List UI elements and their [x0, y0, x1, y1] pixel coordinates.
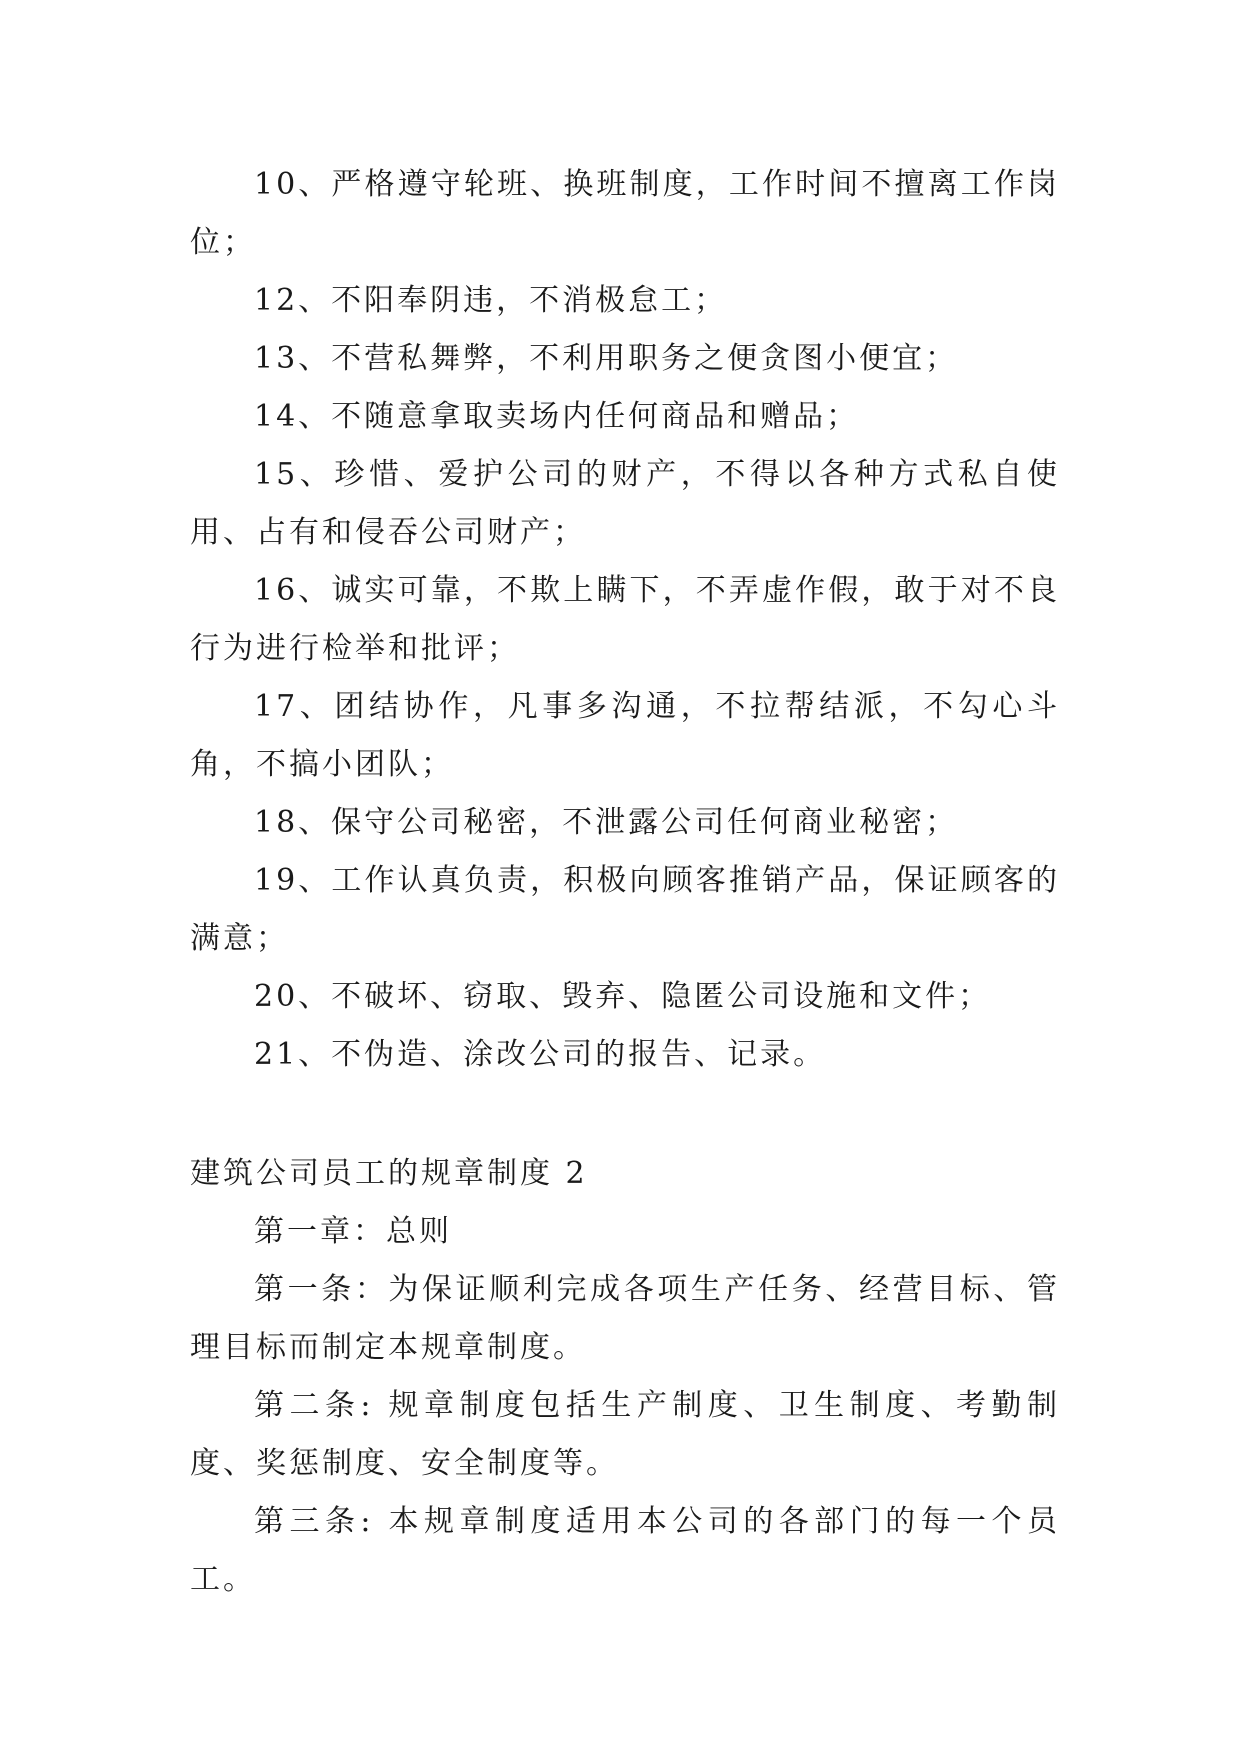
- rule-item-20: 20、不破坏、窃取、毁弃、隐匿公司设施和文件；: [254, 979, 992, 1014]
- rule-item-21: 21、不伪造、涂改公司的报告、记录。: [254, 1037, 827, 1072]
- article-2: 第二条: 规章制度包括生产制度、卫生制度、考勤制度、奖惩制度、安全制度等。: [190, 1388, 1060, 1481]
- chapter-title: 第一章：总则: [254, 1214, 452, 1249]
- rule-item-16: 16、诚实可靠，不欺上瞒下，不弄虚作假，敢于对不良行为进行检举和批评；: [190, 573, 1060, 666]
- rule-item-17: 17、团结协作，凡事多沟通，不拉帮结派，不勾心斗角，不搞小团队；: [190, 689, 1060, 782]
- article-3: 第三条: 本规章制度适用本公司的各部门的每一个员工。: [190, 1504, 1060, 1597]
- rule-item-15: 15、珍惜、爱护公司的财产，不得以各种方式私自使用、占有和侵吞公司财产；: [190, 457, 1060, 550]
- section-heading: 建筑公司员工的规章制度 2: [190, 1156, 588, 1191]
- rule-item-19: 19、工作认真负责，积极向顾客推销产品，保证顾客的满意；: [190, 863, 1060, 956]
- rule-item-13: 13、不营私舞弊，不利用职务之便贪图小便宜；: [254, 341, 959, 376]
- article-1: 第一条：为保证顺利完成各项生产任务、经营目标、管理目标而制定本规章制度。: [190, 1272, 1060, 1365]
- rule-item-18: 18、保守公司秘密，不泄露公司任何商业秘密；: [254, 805, 959, 840]
- rules-list: [190, 156, 1060, 1084]
- rule-item-14: 14、不随意拿取卖场内任何商品和赠品；: [254, 399, 860, 434]
- regulations-section: [190, 1145, 1060, 1609]
- rule-item-12: 12、不阳奉阴违，不消极怠工；: [254, 283, 728, 318]
- rule-item-10: 10、严格遵守轮班、换班制度，工作时间不擅离工作岗位；: [190, 167, 1060, 260]
